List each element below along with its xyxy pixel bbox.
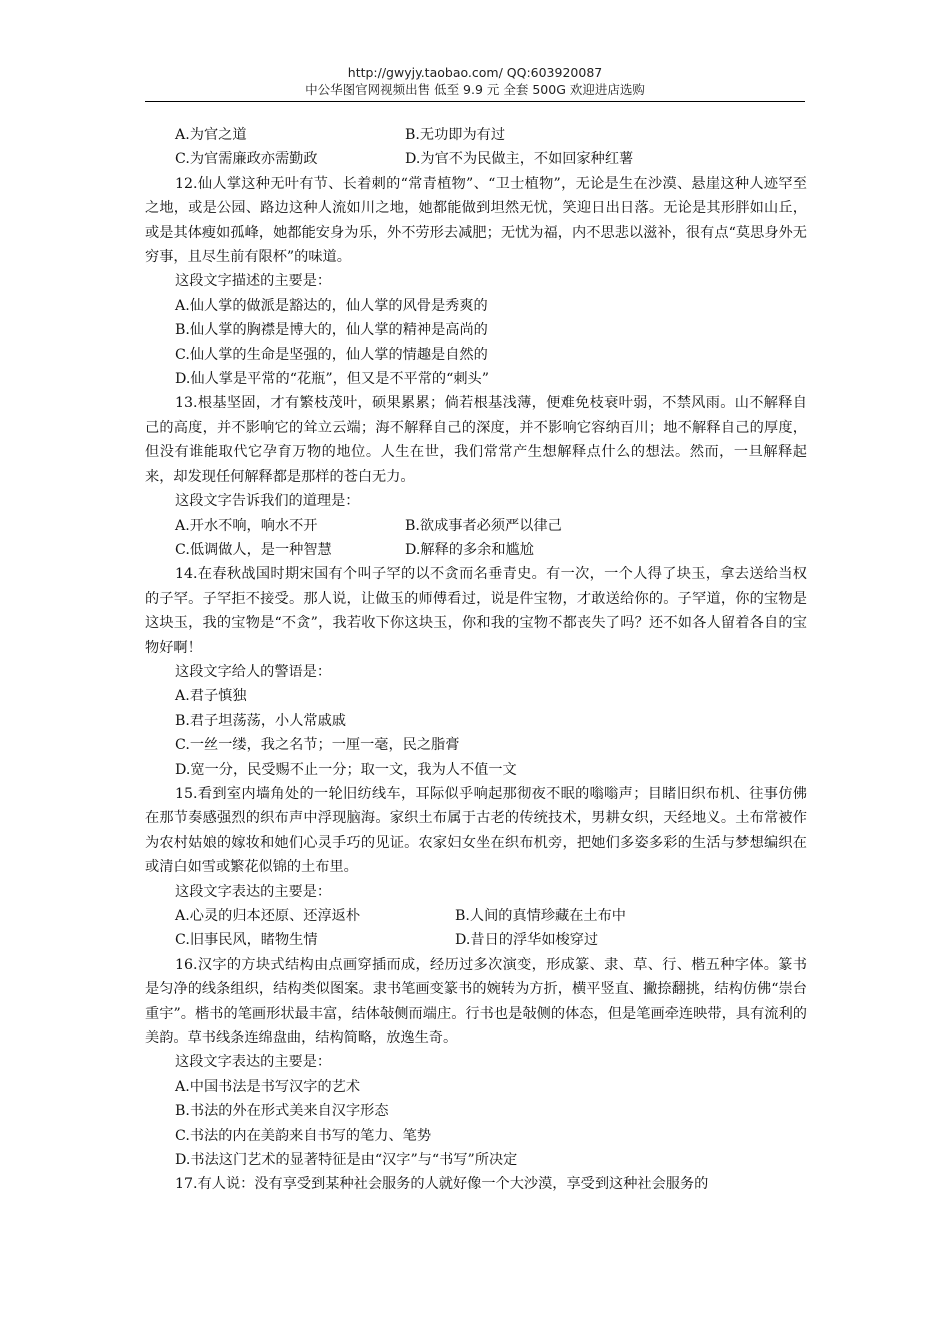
q11-options-row-1 <box>145 123 807 147</box>
q13-option-c: C.低调做人，是一种智慧 <box>175 541 332 558</box>
q14-option-d: D.宽一分，民受赐不止一分；取一文，我为人不值一文 <box>175 761 517 778</box>
q16-option-a: A.中国书法是书写汉字的艺术 <box>175 1078 361 1095</box>
q16-option-c: C.书法的内在美韵来自书写的笔力、笔势 <box>175 1127 432 1144</box>
header-promo-line: 中公华图官网视频出售 低至 9.9 元 全套 500G 欢迎进店选购 <box>305 82 645 97</box>
q13-options-row-2 <box>145 538 807 562</box>
q16-passage: 16.汉字的方块式结构由点画穿插而成，经历过多次演变，形成篆、隶、草、行、楷五种字体。篆书是匀净的线条组织，结构类似图案。隶书笔画变篆书的婉转为方折，横平竖直、撇捺翻挑，结构仿佛“崇台重宇”。楷书的笔画形状最丰富，结体敧侧而端庄。行书也是敧侧的体态，但是笔画牵连映带，具有流利的美韵。草书线条连绵盘曲，结构简略，放逸生奇。 <box>145 956 807 1047</box>
q15-options-row-1 <box>145 904 807 928</box>
q11-option-b: B.无功即为有过 <box>405 127 506 143</box>
q17-passage: 17.有人说：没有享受到某种社会服务的人就好像一个大沙漠，享受到这种社会服务的 <box>175 1176 709 1193</box>
q13-options-row-1 <box>145 514 807 538</box>
q13-option-d: D.解释的多余和尴尬 <box>405 541 534 558</box>
q12-option-a: A.仙人掌的做派是豁达的，仙人掌的风骨是秀爽的 <box>175 297 488 314</box>
q14-option-c: C.一丝一缕，我之名节；一厘一毫，民之脂膏 <box>175 737 460 754</box>
document-body <box>145 123 807 1197</box>
q11-options-row-2 <box>145 147 807 171</box>
q11-option-a: A.为官之道 <box>175 127 247 143</box>
header-url-line: http://gwyjy.taobao.com/ QQ:603920087 <box>347 65 603 80</box>
q12-option-d: D.仙人掌是平常的“花瓶”，但又是不平常的“刺头” <box>175 371 489 388</box>
q14-option-b: B.君子坦荡荡，小人常戚戚 <box>175 712 346 729</box>
q14-option-a: A.君子慎独 <box>175 688 247 705</box>
q11-option-d: D.为官不为民做主，不如回家种红薯 <box>405 151 634 168</box>
q12-option-b: B.仙人掌的胸襟是博大的，仙人掌的精神是高尚的 <box>175 322 488 339</box>
q13-prompt: 这段文字告诉我们的道理是： <box>175 493 360 510</box>
q16-option-d: D.书法这门艺术的显著特征是由“汉字”与“书写”所决定 <box>175 1152 518 1169</box>
q11-option-c: C.为官需廉政亦需勤政 <box>175 151 318 168</box>
q14-prompt: 这段文字给人的警语是： <box>175 663 332 680</box>
q12-prompt: 这段文字描述的主要是： <box>175 273 332 290</box>
q16-option-b: B.书法的外在形式美来自汉字形态 <box>175 1103 389 1120</box>
q15-options-row-2 <box>145 928 807 952</box>
q15-prompt: 这段文字表达的主要是： <box>175 883 332 900</box>
q14-passage: 14.在春秋战国时期宋国有个叫子罕的以不贪而名垂青史。有一次，一个人得了块玉，拿去送给当权的子罕。子罕拒不接受。那人说，让做玉的师傅看过，说是件宝物，才敢送给你的。子罕道，你的宝物是这块玉，我的宝物是“不贪”，我若收下你这块玉，你和我的宝物不都丧失了吗？还不如各人留着各自的宝物好啊！ <box>145 566 807 656</box>
q15-passage: 15.看到室内墙角处的一轮旧纺线车，耳际似乎响起那彻夜不眠的嗡嗡声；目睹旧织布机、往事仿佛在那节奏感强烈的织布声中浮现脑海。家织土布属于古老的传统技术，男耕女织，天经地义。土布常被作为农村姑娘的嫁妆和她们心灵手巧的见证。农家妇女坐在织布机旁，把她们多姿多彩的生活与梦想编织在或清白如雪或繁花似锦的土布里。 <box>145 785 807 876</box>
q15-option-d: D.昔日的浮华如梭穿过 <box>455 932 599 949</box>
page-header <box>145 64 805 98</box>
q12-passage: 12.仙人掌这种无叶有节、长着刺的“常青植物”、“卫士植物”，无论是生在沙漠、悬崖这种人迹罕至之地，或是公园、路边这种人流如川之地，她都能做到坦然无忧，笑迎日出日落。无论是其形胖如山丘，或是其体瘦如孤峰，她都能安身为乐，外不劳形去减肥；无忧为福，内不思悲以滋补，很有点“莫思身外无穷事，且尽生前有限杯”的味道。 <box>145 175 807 266</box>
q13-option-a: A.开水不响，响水不开 <box>175 517 318 534</box>
q12-option-c: C.仙人掌的生命是坚强的，仙人掌的情趣是自然的 <box>175 346 488 363</box>
q16-prompt: 这段文字表达的主要是： <box>175 1054 332 1071</box>
q13-option-b: B.欲成事者必须严以律己 <box>405 517 562 534</box>
q15-option-b: B.人间的真情珍藏在土布中 <box>455 908 626 924</box>
q15-option-c: C.旧事民风，睹物生情 <box>175 932 318 949</box>
q13-passage: 13.根基坚固，才有繁枝茂叶，硕果累累；倘若根基浅薄，便难免枝衰叶弱，不禁风雨。山不解释自己的高度，并不影响它的耸立云端；海不解释自己的深度，并不影响它容纳百川；地不解释自己的厚度，但没有谁能取代它孕育万物的地位。人生在世，我们常常产生想解释点什么的想法。然而，一旦解释起来，却发现任何解释都是那样的苍白无力。 <box>145 395 807 485</box>
q15-option-a: A.心灵的归本还原、还淳返朴 <box>175 908 361 924</box>
header-divider <box>145 101 805 102</box>
